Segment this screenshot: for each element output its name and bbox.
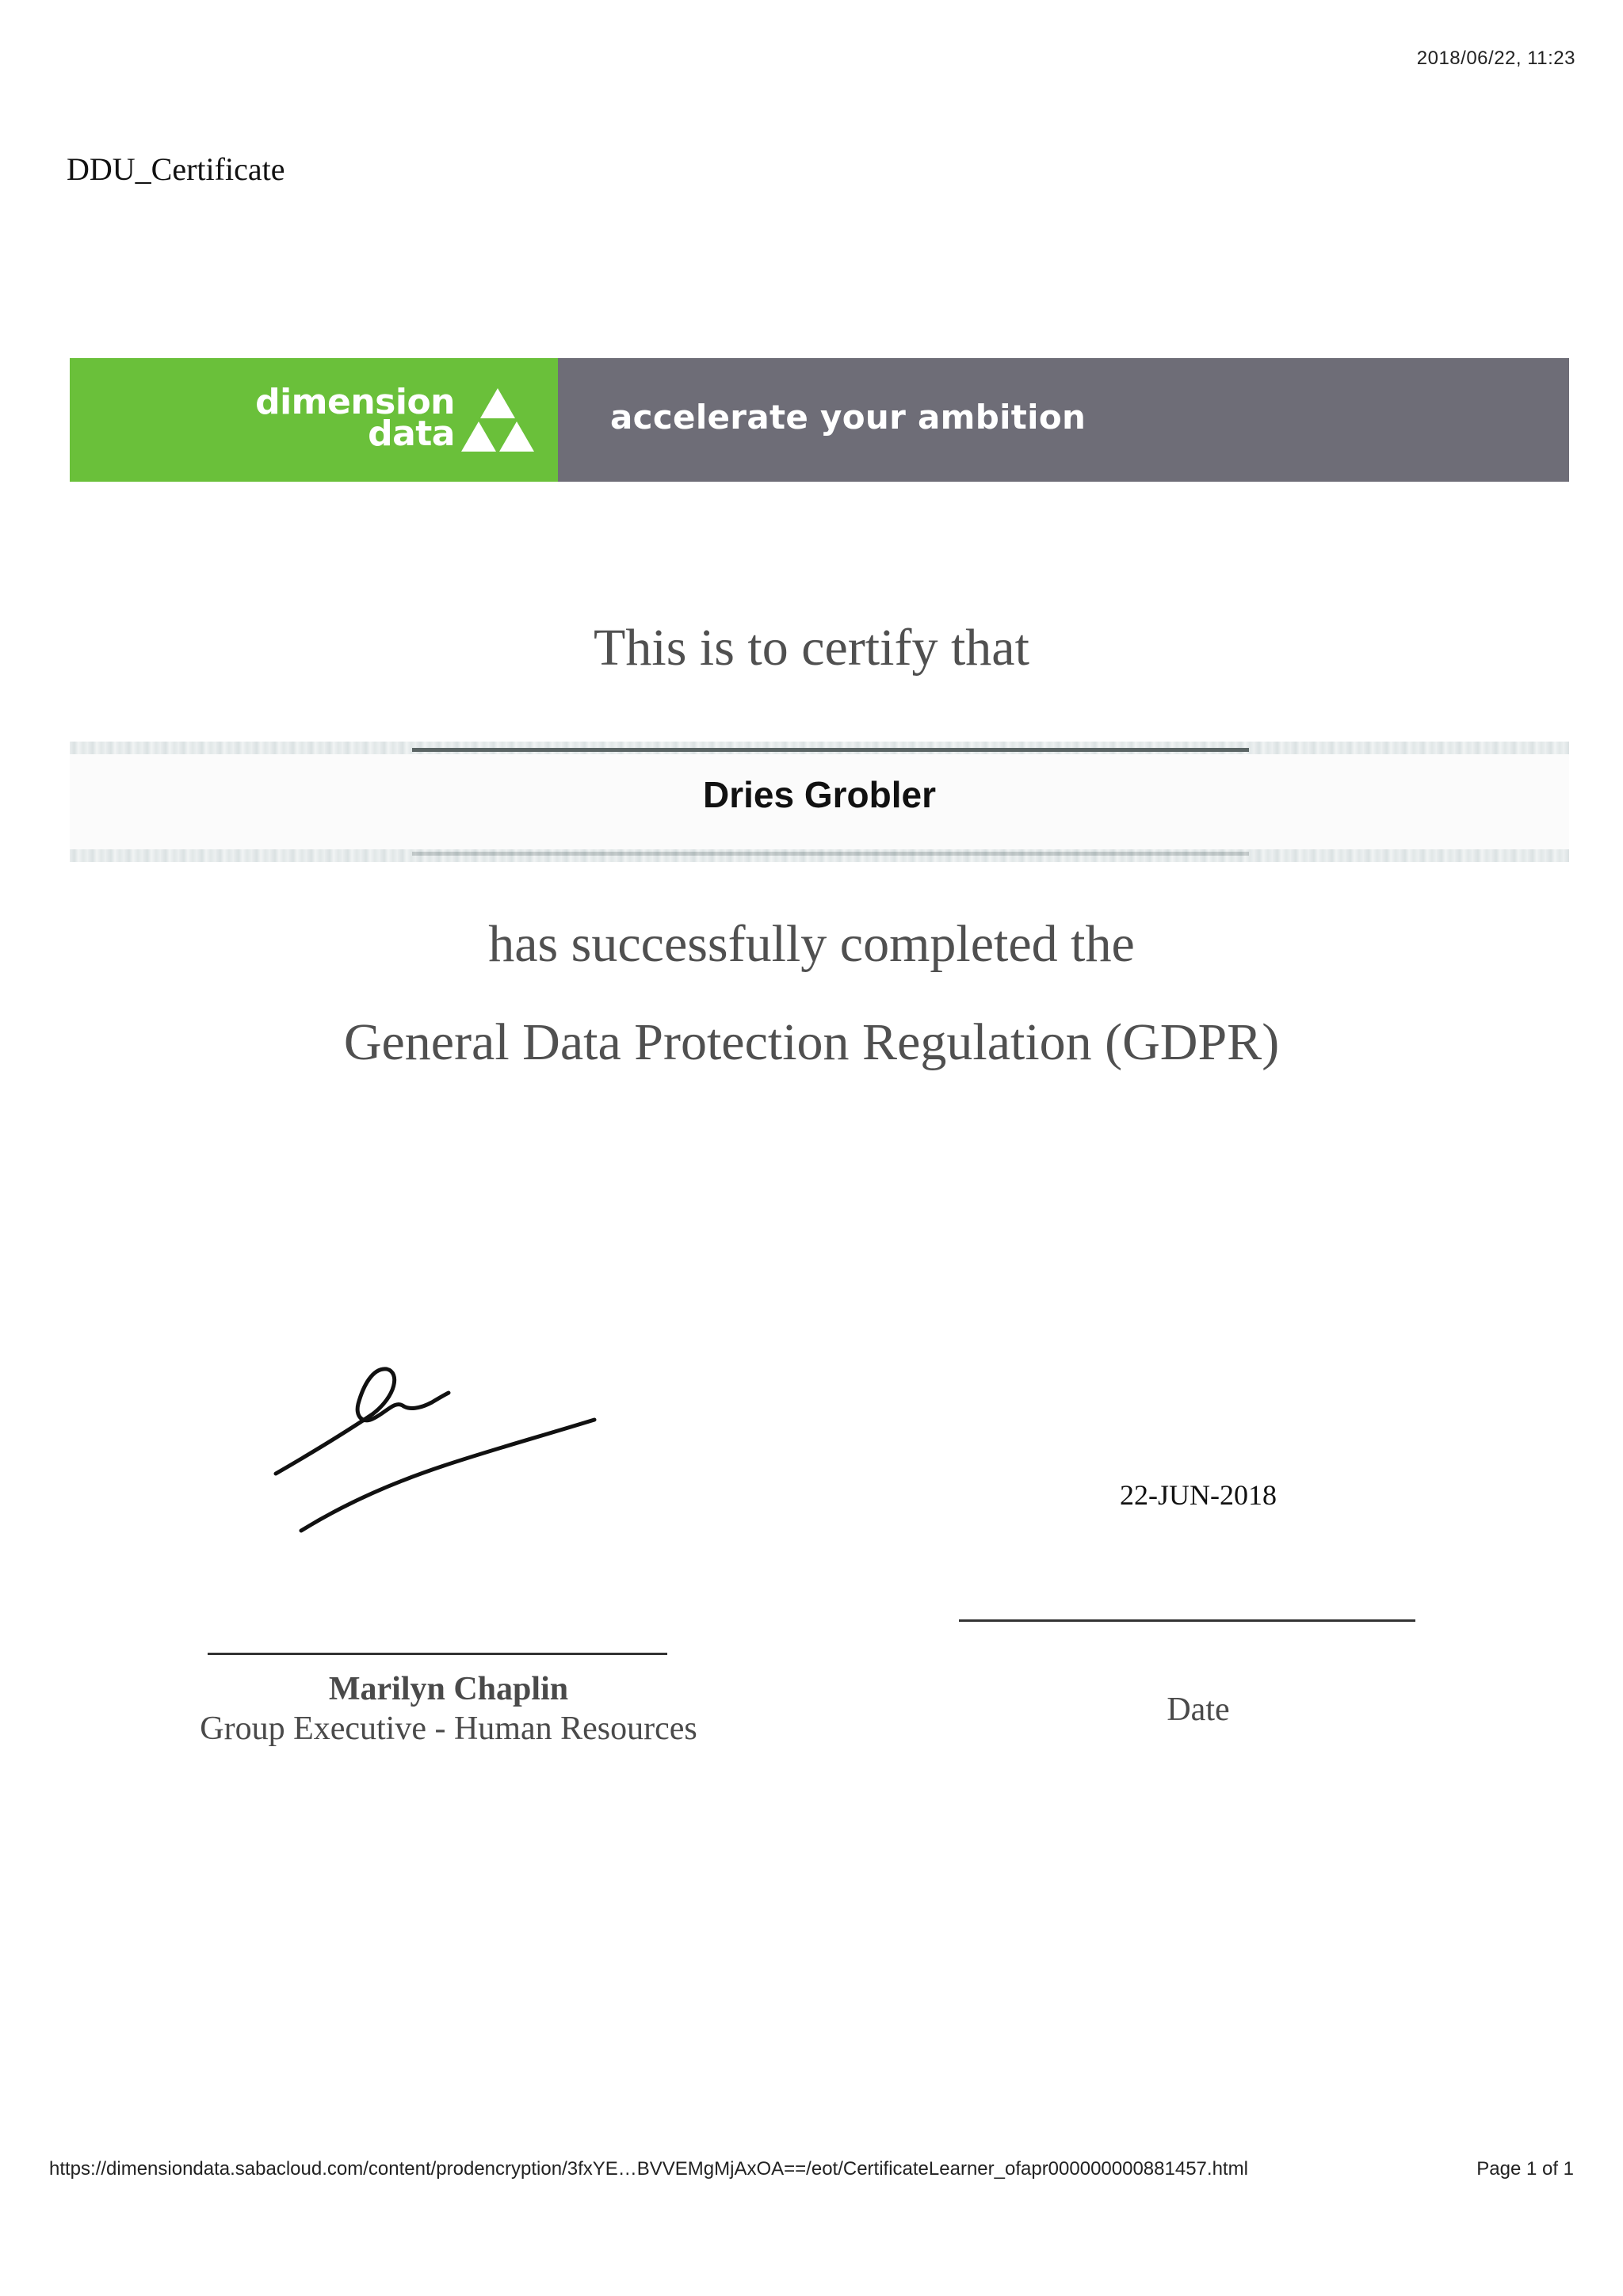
completion-date: 22-JUN-2018 (1120, 1479, 1277, 1511)
banner-tagline-panel (558, 358, 1569, 482)
document-title: DDU_Certificate (67, 151, 285, 187)
band-texture-bottom (70, 849, 1569, 862)
banner-logo-panel (70, 358, 558, 482)
handwritten-signature (262, 1355, 610, 1545)
brand-banner (70, 358, 1569, 482)
recipient-band (70, 742, 1569, 862)
recipient-name: Dries Grobler (703, 774, 936, 815)
signatory-title: Group Executive - Human Resources (200, 1711, 697, 1747)
signatory-name: Marilyn Chaplin (328, 1671, 569, 1707)
course-name: General Data Protection Regulation (GDPR) (343, 1013, 1280, 1071)
date-line (959, 1619, 1415, 1622)
banner-tagline: accelerate your ambition (610, 398, 1086, 437)
triangle-logo-icon (460, 387, 536, 453)
completed-statement: has successfully completed the (488, 915, 1135, 973)
logo-line-data: data (368, 414, 455, 454)
date-label: Date (1167, 1691, 1230, 1728)
signature-line (208, 1653, 667, 1655)
print-timestamp: 2018/06/22, 11:23 (1416, 48, 1575, 69)
certify-intro: This is to certify that (594, 619, 1029, 677)
footer-url[interactable]: https://dimensiondata.sabacloud.com/content/prodencryption/3fxYE…BVVEMgMjAxOA==/eot/CertificateLearner_ofapr000000000881457.html (49, 2158, 1248, 2180)
logo-line-dimension: dimension (255, 382, 455, 422)
page-number: Page 1 of 1 (1476, 2158, 1574, 2180)
band-rule-top (412, 748, 1249, 752)
logo-wordmark (255, 382, 455, 454)
